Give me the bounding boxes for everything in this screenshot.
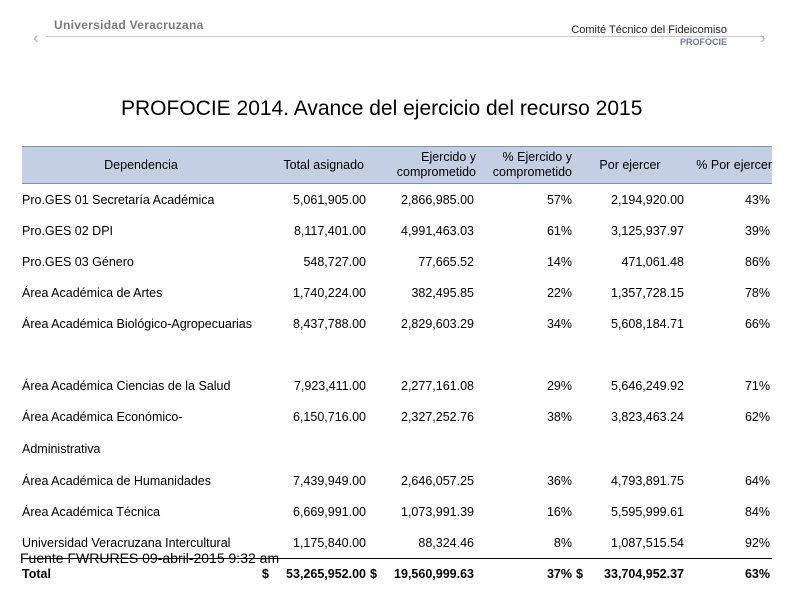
page-title: PROFOCIE 2014. Avance del ejercicio del recurso 2015 bbox=[121, 97, 643, 120]
total-asignado-value: 53,265,952.00 bbox=[286, 567, 366, 581]
cell-por-ejercer: 5,608,184.71 bbox=[611, 317, 684, 331]
currency-symbol: $ bbox=[576, 567, 583, 581]
cell-ejercido: 2,829,603.29 bbox=[401, 317, 474, 331]
total-ejercido-value: 19,560,999.63 bbox=[394, 567, 474, 581]
cell-total-asignado: 1,740,224.00 bbox=[293, 285, 366, 300]
total-pct-ejercido: 37% bbox=[476, 559, 574, 590]
header-ejercido: Ejercido y comprometido bbox=[368, 147, 476, 184]
cell-dependencia: Área Académica de Humanidades bbox=[22, 473, 212, 488]
cell-dependencia: Área Académica Biológico-Agropecuarias bbox=[22, 317, 252, 331]
cell-dependencia: Área Académica Económico-Administrativa bbox=[22, 410, 183, 456]
table-header-row bbox=[22, 147, 772, 184]
cell-pct-por-ejercer: 71% bbox=[744, 378, 770, 393]
cell-por-ejercer: 4,793,891.75 bbox=[611, 473, 684, 488]
header-total-asignado: Total asignado bbox=[260, 147, 368, 184]
cell-por-ejercer: 5,646,249.92 bbox=[611, 378, 684, 393]
cell-dependencia: Pro.GES 01 Secretaría Académica bbox=[22, 192, 215, 207]
cell-pct-por-ejercer: 43% bbox=[744, 192, 770, 207]
cell-ejercido: 2,646,057.25 bbox=[401, 473, 474, 488]
chevron-right-icon: › bbox=[760, 28, 766, 47]
table-row bbox=[22, 401, 772, 465]
table-row bbox=[22, 277, 772, 308]
university-logo: Universidad Veracruzana bbox=[54, 18, 204, 32]
cell-por-ejercer: 3,823,463.24 bbox=[611, 410, 684, 424]
header-pct-ejercido: % Ejercido y comprometido bbox=[476, 147, 574, 184]
cell-total-asignado: 7,923,411.00 bbox=[293, 378, 366, 393]
cell-total-asignado: 1,175,840.00 bbox=[293, 535, 366, 550]
slide-header bbox=[0, 0, 791, 60]
cell-por-ejercer: 2,194,920.00 bbox=[611, 192, 684, 207]
cell-total-asignado: 5,061,905.00 bbox=[293, 192, 366, 207]
cell-total-asignado: 548,727.00 bbox=[303, 254, 366, 269]
program-tag: PROFOCIE bbox=[679, 37, 727, 47]
total-por-ejercer-cell bbox=[574, 559, 686, 590]
total-label: Total bbox=[22, 559, 260, 590]
table-row bbox=[22, 496, 772, 527]
header-pct-por-ejercer: % Por ejercer bbox=[686, 147, 772, 184]
cell-ejercido: 2,866,985.00 bbox=[401, 192, 474, 207]
chevron-left-icon: ‹ bbox=[33, 28, 39, 47]
cell-ejercido: 2,327,252.76 bbox=[401, 410, 474, 424]
cell-pct-ejercido: 29% bbox=[546, 378, 572, 393]
table-row bbox=[22, 308, 772, 370]
cell-por-ejercer: 5,595,999.61 bbox=[611, 504, 684, 519]
header-por-ejercer: Por ejercer bbox=[574, 147, 686, 184]
table-row bbox=[22, 184, 772, 216]
committee-label: Comité Técnico del Fideicomiso bbox=[571, 24, 727, 36]
header-divider bbox=[46, 36, 764, 37]
cell-pct-ejercido: 16% bbox=[546, 504, 572, 519]
cell-ejercido: 88,324.46 bbox=[418, 535, 474, 550]
cell-ejercido: 77,665.52 bbox=[418, 254, 474, 269]
cell-dependencia: Área Académica de Artes bbox=[22, 285, 163, 300]
cell-total-asignado: 8,117,401.00 bbox=[293, 223, 366, 238]
cell-pct-por-ejercer: 39% bbox=[744, 223, 770, 238]
cell-pct-por-ejercer: 78% bbox=[744, 285, 770, 300]
table-row bbox=[22, 465, 772, 496]
cell-pct-ejercido: 8% bbox=[553, 535, 572, 550]
cell-ejercido: 2,277,161.08 bbox=[401, 378, 474, 393]
cell-dependencia: Pro.GES 02 DPI bbox=[22, 223, 114, 238]
cell-total-asignado: 6,150,716.00 bbox=[293, 410, 366, 424]
cell-ejercido: 4,991,463.03 bbox=[401, 223, 474, 238]
currency-symbol: $ bbox=[262, 567, 269, 581]
cell-dependencia: Área Académica Ciencias de la Salud bbox=[22, 378, 231, 393]
cell-dependencia: Universidad Veracruzana Intercultural bbox=[22, 535, 231, 550]
cell-ejercido: 382,495.85 bbox=[411, 285, 474, 300]
cell-pct-por-ejercer: 86% bbox=[744, 254, 770, 269]
cell-dependencia: Área Académica Técnica bbox=[22, 504, 161, 519]
cell-pct-por-ejercer: 62% bbox=[744, 410, 770, 424]
header-dependencia: Dependencia bbox=[22, 147, 260, 184]
budget-table bbox=[22, 146, 772, 589]
cell-pct-por-ejercer: 64% bbox=[744, 473, 770, 488]
cell-pct-por-ejercer: 66% bbox=[744, 317, 770, 331]
total-por-ejercer-value: 33,704,952.37 bbox=[604, 567, 684, 581]
cell-por-ejercer: 471,061.48 bbox=[621, 254, 684, 269]
cell-dependencia: Pro.GES 03 Género bbox=[22, 254, 134, 269]
cell-pct-ejercido: 34% bbox=[546, 317, 572, 331]
cell-pct-por-ejercer: 84% bbox=[744, 504, 770, 519]
cell-pct-por-ejercer: 92% bbox=[744, 535, 770, 550]
cell-pct-ejercido: 57% bbox=[546, 192, 572, 207]
cell-total-asignado: 7,439,949.00 bbox=[293, 473, 366, 488]
cell-pct-ejercido: 36% bbox=[546, 473, 572, 488]
cell-por-ejercer: 3,125,937.97 bbox=[611, 223, 684, 238]
cell-por-ejercer: 1,087,515.54 bbox=[611, 535, 684, 550]
table-row bbox=[22, 370, 772, 401]
cell-pct-ejercido: 22% bbox=[546, 285, 572, 300]
total-ejercido-cell bbox=[368, 559, 476, 590]
cell-total-asignado: 8,437,788.00 bbox=[293, 317, 366, 331]
cell-pct-ejercido: 38% bbox=[546, 410, 572, 424]
cell-total-asignado: 6,669,991.00 bbox=[293, 504, 366, 519]
currency-symbol: $ bbox=[370, 567, 377, 581]
cell-pct-ejercido: 14% bbox=[546, 254, 572, 269]
table-row bbox=[22, 215, 772, 246]
total-pct-por-ejercer: 63% bbox=[686, 559, 772, 590]
source-note: Fuente FWRURES 09-abril-2015 9:32 am bbox=[20, 550, 280, 566]
cell-ejercido: 1,073,991.39 bbox=[401, 504, 474, 519]
table-row bbox=[22, 246, 772, 277]
cell-pct-ejercido: 61% bbox=[546, 223, 572, 238]
cell-por-ejercer: 1,357,728.15 bbox=[611, 285, 684, 300]
